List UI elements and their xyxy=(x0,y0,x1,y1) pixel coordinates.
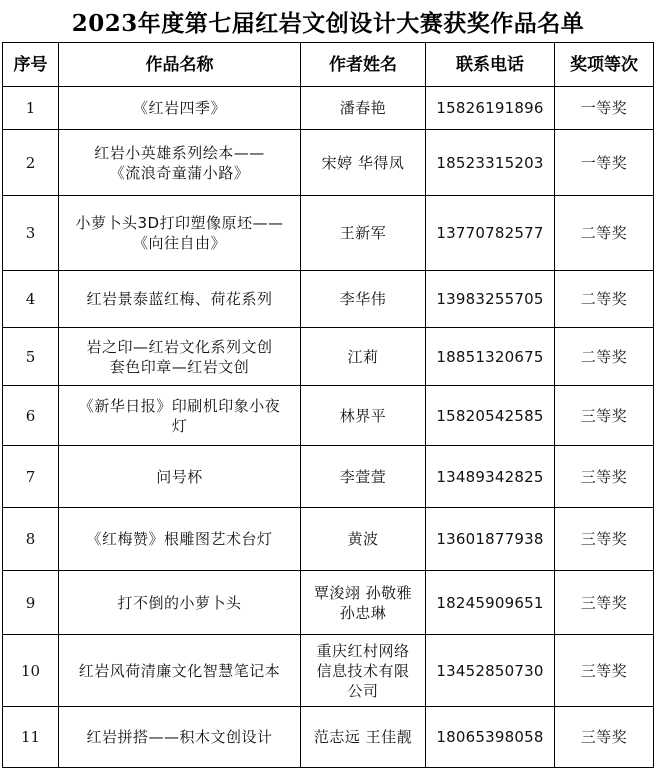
phone-number: 13489342825 xyxy=(426,446,555,508)
table-header-row xyxy=(3,43,654,87)
author-name: 林界平 xyxy=(301,386,426,446)
header-phone: 联系电话 xyxy=(426,43,555,87)
row-number: 4 xyxy=(3,271,59,328)
award-level: 三等奖 xyxy=(555,386,654,446)
author-name: 江莉 xyxy=(301,328,426,386)
work-title: 小萝卜头3D打印塑像原坯—— 《向往自由》 xyxy=(59,196,301,271)
row-number: 11 xyxy=(3,707,59,768)
row-number: 1 xyxy=(3,87,59,130)
award-level: 三等奖 xyxy=(555,635,654,707)
header-no: 序号 xyxy=(3,43,59,87)
author-name: 宋婷 华得凤 xyxy=(301,130,426,196)
work-title: 打不倒的小萝卜头 xyxy=(59,571,301,635)
row-number: 3 xyxy=(3,196,59,271)
phone-number: 18523315203 xyxy=(426,130,555,196)
header-work: 作品名称 xyxy=(59,43,301,87)
table-row xyxy=(3,130,654,196)
phone-number: 13601877938 xyxy=(426,508,555,571)
table-row xyxy=(3,386,654,446)
award-level: 三等奖 xyxy=(555,707,654,768)
phone-number: 13452850730 xyxy=(426,635,555,707)
table-row xyxy=(3,446,654,508)
work-title: 红岩拼搭——积木文创设计 xyxy=(59,707,301,768)
page-title: 2023年度第七届红岩文创设计大赛获奖作品名单 xyxy=(71,9,585,37)
award-level: 二等奖 xyxy=(555,328,654,386)
table-row xyxy=(3,508,654,571)
row-number: 2 xyxy=(3,130,59,196)
work-title: 红岩景泰蓝红梅、荷花系列 xyxy=(59,271,301,328)
phone-number: 15820542585 xyxy=(426,386,555,446)
phone-number: 18851320675 xyxy=(426,328,555,386)
row-number: 5 xyxy=(3,328,59,386)
award-level: 三等奖 xyxy=(555,571,654,635)
header-award: 奖项等次 xyxy=(555,43,654,87)
work-title: 问号杯 xyxy=(59,446,301,508)
work-title: 《红岩四季》 xyxy=(59,87,301,130)
table-row xyxy=(3,707,654,768)
author-name: 潘春艳 xyxy=(301,87,426,130)
row-number: 7 xyxy=(3,446,59,508)
table-row xyxy=(3,196,654,271)
row-number: 10 xyxy=(3,635,59,707)
award-level: 三等奖 xyxy=(555,446,654,508)
table-row xyxy=(3,87,654,130)
row-number: 6 xyxy=(3,386,59,446)
author-name: 覃浚翊 孙敬雅 孙忠琳 xyxy=(301,571,426,635)
author-name: 李华伟 xyxy=(301,271,426,328)
awards-table xyxy=(2,42,654,768)
row-number: 9 xyxy=(3,571,59,635)
author-name: 重庆红村网络 信息技术有限 公司 xyxy=(301,635,426,707)
header-author: 作者姓名 xyxy=(301,43,426,87)
table-row xyxy=(3,328,654,386)
phone-number: 18245909651 xyxy=(426,571,555,635)
work-title: 《新华日报》印刷机印象小夜 灯 xyxy=(59,386,301,446)
table-row xyxy=(3,635,654,707)
award-level: 一等奖 xyxy=(555,87,654,130)
award-level: 一等奖 xyxy=(555,130,654,196)
phone-number: 13770782577 xyxy=(426,196,555,271)
row-number: 8 xyxy=(3,508,59,571)
work-title: 《红梅赞》根雕图艺术台灯 xyxy=(59,508,301,571)
author-name: 范志远 王佳靓 xyxy=(301,707,426,768)
award-level: 二等奖 xyxy=(555,271,654,328)
work-title: 红岩风荷清廉文化智慧笔记本 xyxy=(59,635,301,707)
table-row xyxy=(3,571,654,635)
author-name: 王新军 xyxy=(301,196,426,271)
award-level: 三等奖 xyxy=(555,508,654,571)
author-name: 黄波 xyxy=(301,508,426,571)
phone-number: 13983255705 xyxy=(426,271,555,328)
work-title: 岩之印—红岩文化系列文创 套色印章—红岩文创 xyxy=(59,328,301,386)
award-level: 二等奖 xyxy=(555,196,654,271)
phone-number: 18065398058 xyxy=(426,707,555,768)
author-name: 李萱萱 xyxy=(301,446,426,508)
work-title: 红岩小英雄系列绘本—— 《流浪奇童蒲小路》 xyxy=(59,130,301,196)
table-row xyxy=(3,271,654,328)
phone-number: 15826191896 xyxy=(426,87,555,130)
